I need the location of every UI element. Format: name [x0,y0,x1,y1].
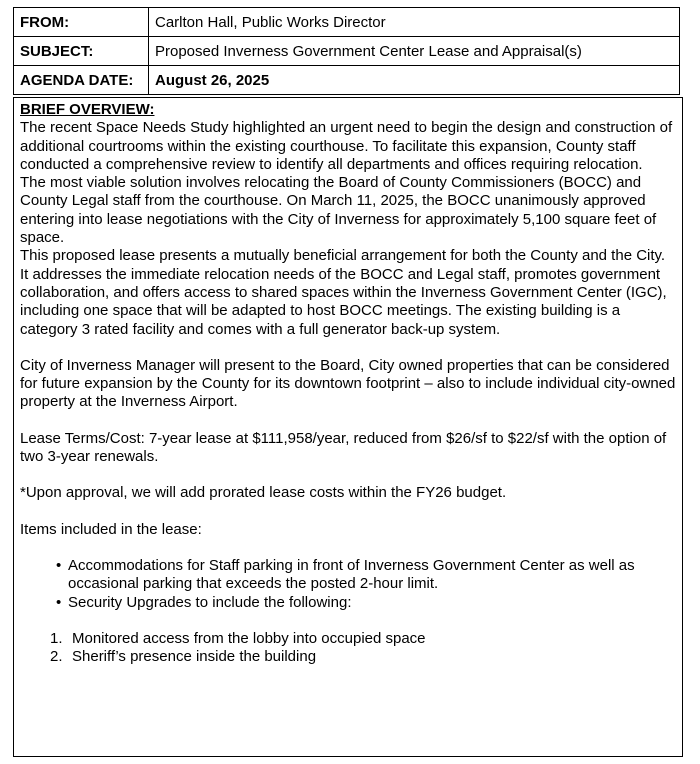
bullet-icon: • [56,556,62,574]
subject-row [14,37,680,66]
from-label: FROM: [14,8,149,37]
subject-value: Proposed Inverness Government Center Lease and Appraisal(s) [149,37,680,66]
budget-note-paragraph: *Upon approval, we will add prorated lease costs within the FY26 budget. [20,484,507,502]
lease-items-list [20,557,676,612]
paragraph-spacer [20,466,676,484]
overview-paragraph-3: This proposed lease presents a mutually beneficial arrangement for both the County and the City. It addresses the immediate relocation needs of the BOCC and Legal staff, promotes government collaboration, and offers access to shared spaces within the Inverness Government Center (IGC), including one space that will be adapted to host BOCC meetings. The existing building is a category 3 rated facility and comes with a full generator back-up system. [20,247,667,338]
list-item [56,593,676,612]
list-item-text: Sheriff’s presence inside the building [72,648,317,666]
security-upgrades-list [20,630,676,667]
from-row [14,8,680,37]
items-included-heading: Items included in the lease: [20,520,202,538]
list-item-text: Monitored access from the lobby into occupied space [72,629,426,647]
overview-paragraph-2: The most viable solution involves relocating the Board of County Commissioners (BOCC) and County Legal staff from the courthouse. On March 11, 2025, the BOCC unanimously approved entering into lease negotiations with the City of Inverness for approximately 5,100 square feet of space. [20,174,657,247]
overview-paragraph-4: City of Inverness Manager will present to the Board, City owned properties that can be considered for future expansion by the County for its downtown footprint – also to include individual city-owned property at the Inverness Airport. [20,356,676,411]
agenda-date-value: August 26, 2025 [149,66,680,95]
paragraph-spacer [20,412,676,430]
list-item [50,648,676,666]
list-number: 1. [50,629,63,647]
list-number: 2. [50,648,63,666]
lease-terms-paragraph: Lease Terms/Cost: 7-year lease at $111,958/year, reduced from $26/sf to $22/sf with the option of two 3-year renewals. [20,429,667,466]
list-item-text: Security Upgrades to include the following: [68,593,352,611]
overview-paragraph-1: The recent Space Needs Study highlighted an urgent need to begin the design and construction of additional courtrooms within the existing courthouse. To facilitate this expansion, County staff conducted a comprehensive review to identify all departments and offices requiring relocation. [20,119,673,173]
overview-title: BRIEF OVERVIEW: [20,101,155,118]
paragraph-spacer [20,339,676,357]
subject-label: SUBJECT: [14,37,149,66]
brief-overview-box [13,97,683,757]
header-table [13,7,680,95]
list-item [50,630,676,648]
agenda-date-row [14,66,680,95]
from-value: Carlton Hall, Public Works Director [149,8,680,37]
list-item [56,556,676,594]
agenda-date-label: AGENDA DATE: [14,66,149,95]
bullet-icon: • [56,593,62,611]
list-item-text: Accommodations for Staff parking in front of Inverness Government Center as well as occasional parking that exceeds the posted 2-hour limit. [68,556,635,593]
paragraph-spacer [20,503,676,521]
